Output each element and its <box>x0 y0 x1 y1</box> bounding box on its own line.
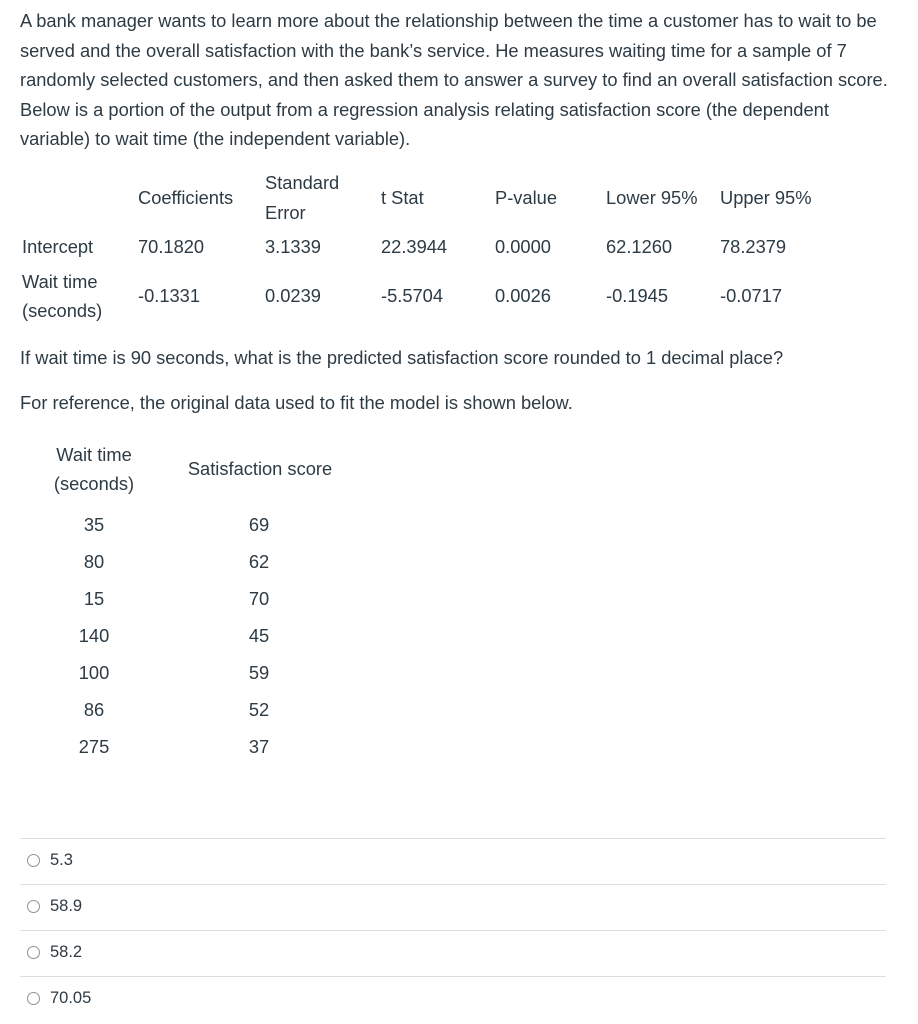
radio-button[interactable] <box>27 854 40 867</box>
data-wait-value: 275 <box>78 736 110 757</box>
wait-time-t-stat: -5.5704 <box>381 285 444 306</box>
reference-note: For reference, the original data used to fit the model is shown below. <box>20 392 573 413</box>
answer-label[interactable]: 5.3 <box>50 851 73 869</box>
regression-output-table <box>0 0 918 340</box>
data-satisfaction-value: 37 <box>248 736 270 757</box>
intercept-coefficient: 70.1820 <box>138 236 205 257</box>
answer-label[interactable]: 70.05 <box>50 989 92 1007</box>
header-lower-95: Lower 95% <box>606 187 698 208</box>
answer-choices <box>20 838 886 1022</box>
intercept-p-value: 0.0000 <box>495 236 551 257</box>
answer-option-2[interactable] <box>20 884 886 930</box>
answer-label[interactable]: 58.9 <box>50 897 83 915</box>
row-label-wait-time-line2: (seconds) <box>22 300 103 321</box>
header-p-value: P-value <box>495 187 557 208</box>
header-upper-95: Upper 95% <box>720 187 812 208</box>
question-intro: A bank manager wants to learn more about the relationship between the time a customer has to wait to be served and the overall satisfaction with the bank’s service. He measures waiting time for a sample of 7 randomly selected customers, and then asked them to answer a survey to find an overall satisfaction score. Below is a portion of the output from a regression analysis relating satisfaction score (the dependent variable) to wait time (the independent variable). <box>20 10 888 149</box>
data-wait-value: 86 <box>83 699 105 720</box>
row-label-intercept: Intercept <box>22 236 94 257</box>
radio-button[interactable] <box>27 992 40 1005</box>
data-satisfaction-value: 62 <box>248 551 270 572</box>
wait-time-p-value: 0.0026 <box>495 285 551 306</box>
header-t-stat: t Stat <box>381 187 424 208</box>
wait-time-coefficient: -0.1331 <box>138 285 201 306</box>
question-prompt: If wait time is 90 seconds, what is the predicted satisfaction score rounded to 1 decimal place? <box>20 347 784 368</box>
answer-label[interactable]: 58.2 <box>50 943 83 961</box>
answer-option-4[interactable] <box>20 976 886 1022</box>
header-satisfaction-score: Satisfaction score <box>187 458 333 479</box>
intercept-lower-95: 62.1260 <box>606 236 673 257</box>
answer-option-3[interactable] <box>20 930 886 976</box>
data-satisfaction-value: 52 <box>248 699 270 720</box>
data-satisfaction-value: 69 <box>248 514 270 535</box>
header-coefficients: Coefficients <box>138 187 234 208</box>
data-wait-value: 140 <box>78 625 110 646</box>
header-wait-time-line1: Wait time <box>56 444 132 465</box>
intercept-standard-error: 3.1339 <box>265 236 321 257</box>
wait-time-standard-error: 0.0239 <box>265 285 321 306</box>
data-wait-value: 100 <box>78 662 110 683</box>
data-satisfaction-value: 70 <box>248 588 270 609</box>
row-label-wait-time-line1: Wait time <box>22 271 98 292</box>
data-wait-value: 35 <box>83 514 105 535</box>
header-wait-time-line2: (seconds) <box>53 473 135 494</box>
radio-button[interactable] <box>27 900 40 913</box>
radio-button[interactable] <box>27 946 40 959</box>
data-satisfaction-value: 59 <box>248 662 270 683</box>
header-standard-error-line1: Standard <box>265 172 340 193</box>
data-satisfaction-value: 45 <box>248 625 270 646</box>
data-wait-value: 80 <box>83 551 105 572</box>
wait-time-lower-95: -0.1945 <box>606 285 669 306</box>
data-wait-value: 15 <box>83 588 105 609</box>
answer-option-1[interactable] <box>20 838 886 884</box>
wait-time-upper-95: -0.0717 <box>720 285 783 306</box>
header-standard-error-line2: Error <box>265 202 306 223</box>
intercept-upper-95: 78.2379 <box>720 236 787 257</box>
intercept-t-stat: 22.3944 <box>381 236 448 257</box>
